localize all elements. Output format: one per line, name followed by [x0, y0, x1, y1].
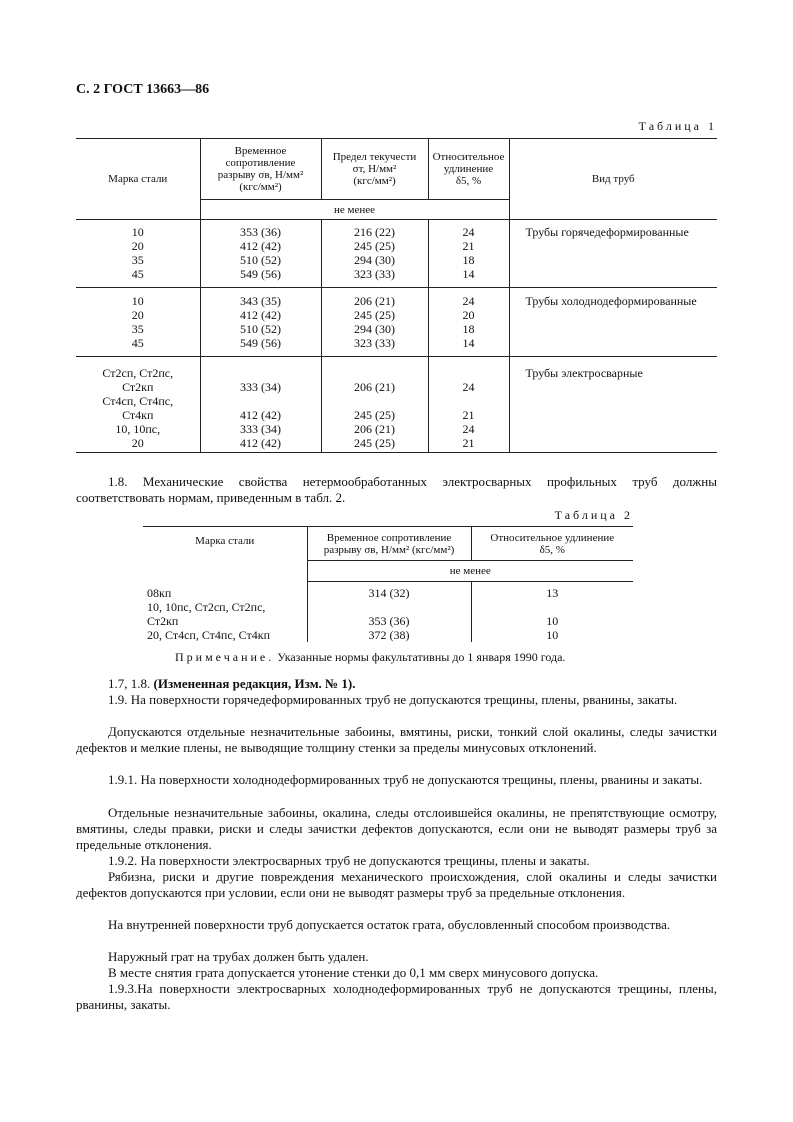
t1-header-kind: Вид труб [509, 139, 717, 220]
page-header: С. 2 ГОСТ 13663—86 [76, 82, 210, 97]
t1-kind-cell: Трубы холоднодеформированные [509, 288, 717, 357]
note-text: Указанные нормы факультативны до 1 января 1990 года. [274, 650, 566, 664]
note-label: Примечание. [175, 650, 275, 664]
mechanical-properties-table-2 [143, 526, 633, 642]
t1-not-less: не менее [200, 200, 509, 220]
t1-header-elongation: Относительное удлинение δ5, % [428, 139, 509, 200]
paragraph: На внутренней поверхности труб допускается остаток грата, обусловленный способом производства. [108, 917, 671, 932]
t2-header-strength: Временное сопротивление разрыву σв, Н/мм² (кгс/мм²) [307, 527, 471, 561]
t2-grade-cell: 08кп 10, 10пс, Ст2сп, Ст2пс, Ст2кп 20, Ст4сп, Ст4пс, Ст4кп [143, 582, 307, 643]
t1-elongation-cell: 24 21 18 14 [428, 220, 509, 288]
t2-not-less: не менее [307, 561, 633, 582]
t1-strength-cell: 353 (36) 412 (42) 510 (52) 549 (56) [200, 220, 321, 288]
t1-grade-cell: 10 20 35 45 [76, 288, 200, 357]
paragraph: 1.9.2. На поверхности электросварных труб не допускаются трещины, плены и закаты. [108, 853, 590, 868]
t1-elongation-cell: 24 21 24 21 [428, 357, 509, 453]
paragraph: 1.9.3.На поверхности электросварных холоднодеформированных труб не допускаются трещины, плены, рванины, закаты. [76, 981, 717, 1012]
paragraph: Отдельные незначительные забоины, окалина, следы отслоившейся окалины, не препятствующие осмотру, вмятины, следы правки, риски и следы зачистки дефектов допускаются, если они не выводят размеры труб за предельные отклонения. [76, 805, 717, 852]
t1-header-strength: Временное сопротивление разрыву σв, Н/мм² (кгс/мм²) [200, 139, 321, 200]
t1-header-grade: Марка стали [76, 139, 200, 220]
paragraph: Наружный грат на трубах должен быть удален. [108, 949, 369, 964]
table2-caption: Таблица 2 [554, 508, 633, 522]
table1-caption: Таблица 1 [638, 119, 717, 133]
t1-yield-cell: 216 (22) 245 (25) 294 (30) 323 (33) [321, 220, 428, 288]
t2-strength-cell: 314 (32) 353 (36) 372 (38) [307, 582, 471, 643]
paragraph: Допускаются отдельные незначительные забоины, вмятины, риски, тонкий слой окалины, следы зачистки дефектов и мелкие плены, не выводящие толщину стенки за пределы минусовых отклонений. [76, 724, 717, 755]
revision-prefix: 1.7, 1.8. [108, 676, 154, 691]
table-row [76, 357, 717, 453]
t2-header-grade: Марка стали [143, 527, 307, 582]
t1-kind-cell: Трубы горячедеформированные [509, 220, 717, 288]
t2-elongation-cell: 13 10 10 [546, 586, 559, 642]
table2-note [175, 650, 565, 665]
mechanical-properties-table-1 [76, 138, 717, 453]
revision-note [76, 676, 717, 692]
t1-header-yield: Предел текучести σт, Н/мм² (кгс/мм²) [321, 139, 428, 200]
paragraph: В месте снятия грата допускается утонение стенки до 0,1 мм сверх минусового допуска. [108, 965, 599, 980]
paragraph: 1.9.1. На поверхности холоднодеформированных труб не допускаются трещины, плены, рванины и закаты. [108, 772, 703, 787]
table-row [76, 288, 717, 357]
paragraph: 1.9. На поверхности горячедеформированных труб не допускаются трещины, плены, рванины, закаты. [108, 692, 678, 707]
table-row [143, 582, 633, 643]
t1-grade-cell: Ст2сп, Ст2пс, Ст2кп Ст4сп, Ст4пс, Ст4кп 10, 10пс, 20 [76, 357, 200, 453]
t1-strength-cell: 333 (34) 412 (42) 333 (34) 412 (42) [200, 357, 321, 453]
t2-header-elongation: Относительное удлинение δ5, % [471, 527, 633, 561]
table-row [76, 220, 717, 288]
paragraph: Рябизна, риски и другие повреждения механического происхождения, слой окалины и следы зачистки дефектов допускаются при условии, если они не выводят размеры труб за предельные отклонения. [76, 869, 717, 900]
t1-grade-cell: 10 20 35 45 [76, 220, 200, 288]
t1-kind-cell: Трубы электросварные [525, 366, 643, 380]
t1-strength-cell: 343 (35) 412 (42) 510 (52) 549 (56) [200, 288, 321, 357]
paragraph-1-8: 1.8. Механические свойства нетермообработанных электросварных профильных труб должны соответствовать нормам, приведенным в табл. 2. [76, 474, 717, 505]
revision-bold: (Измененная редакция, Изм. № 1). [153, 676, 356, 691]
t1-yield-cell: 206 (21) 245 (25) 206 (21) 245 (25) [321, 357, 428, 453]
t1-elongation-cell: 24 20 18 14 [428, 288, 509, 357]
t1-yield-cell: 206 (21) 245 (25) 294 (30) 323 (33) [321, 288, 428, 357]
